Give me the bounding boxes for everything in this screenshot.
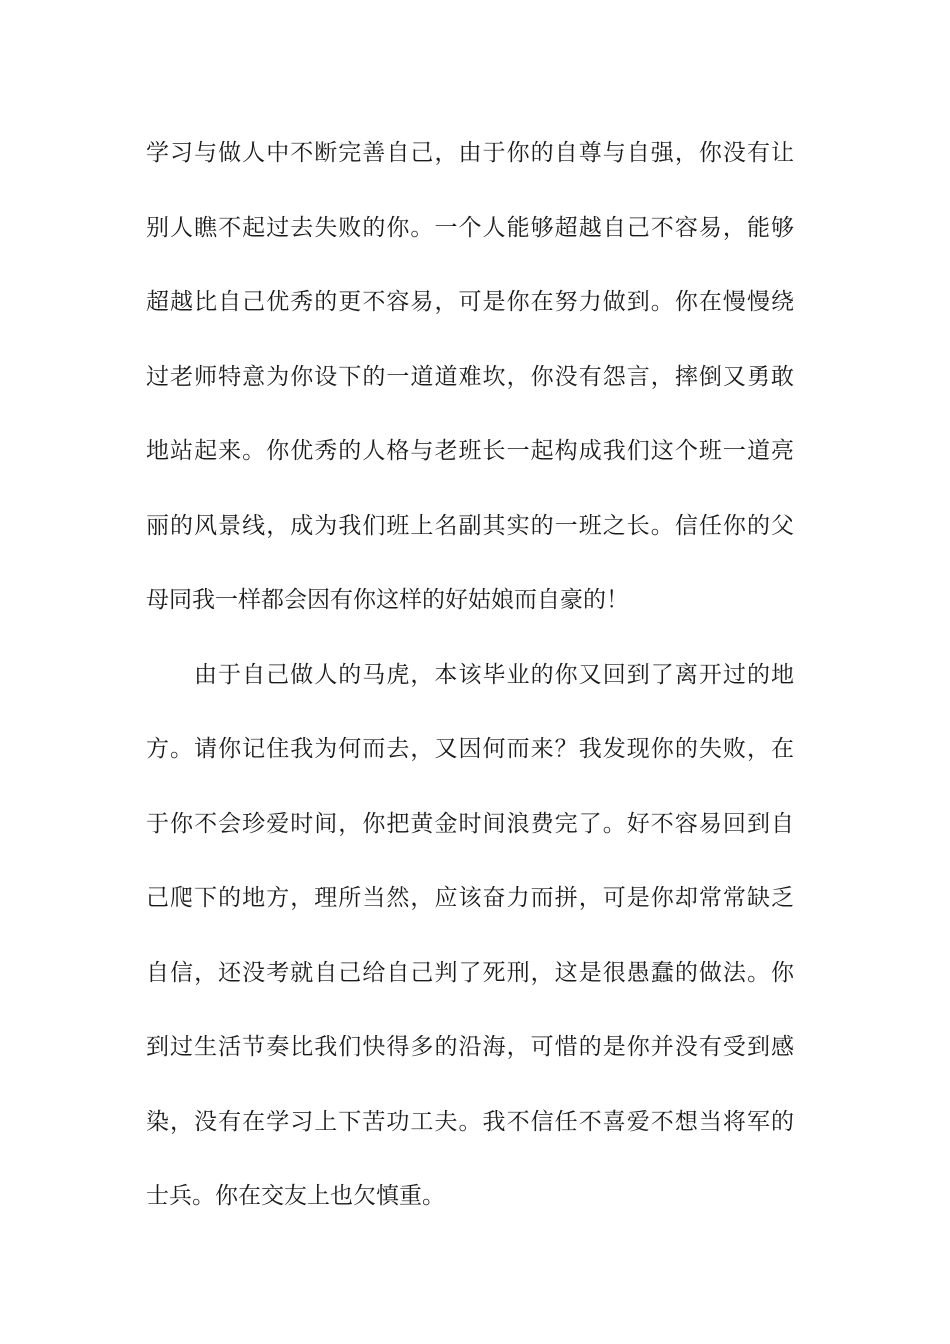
text-line: 到过生活节奏比我们快得多的沿海，可惜的是你并没有受到感 (146, 1034, 794, 1060)
paragraph-end-line: 士兵。你在交友上也欠慎重。 (146, 1183, 445, 1209)
text-line: 于你不会珍爱时间，你把黄金时间浪费完了。好不容易回到自 (146, 810, 794, 837)
paragraph-start-line: 由于自己做人的马虎，本该毕业的你又回到了离开过的地 (194, 661, 794, 688)
text-line: 超越比自己优秀的更不容易，可是你在努力做到。你在慢慢绕 (146, 289, 794, 315)
text-line: 己爬下的地方，理所当然，应该奋力而拼，可是你却常常缺乏 (146, 885, 794, 911)
text-line: 丽的风景线，成为我们班上名副其实的一班之长。信任你的父 (146, 512, 794, 539)
text-line: 方。请你记住我为何而去，又因何而来？我发现你的失败，在 (146, 736, 794, 762)
text-line: 过老师特意为你设下的一道道难坎，你没有怨言，摔倒又勇敢 (146, 363, 794, 390)
text-line: 别人瞧不起过去失败的你。一个人能够超越自己不容易，能够 (146, 214, 794, 241)
text-line: 自信，还没考就自己给自己判了死刑，这是很愚蠢的做法。你 (146, 959, 794, 986)
text-line: 染，没有在学习上下苦功工夫。我不信任不喜爱不想当将军的 (146, 1108, 794, 1135)
text-line: 学习与做人中不断完善自己，由于你的自尊与自强，你没有让 (146, 140, 794, 166)
text-line: 地站起来。你优秀的人格与老班长一起构成我们这个班一道亮 (146, 438, 794, 464)
paragraph-end-line: 母同我一样都会因有你这样的好姑娘而自豪的！ (146, 587, 629, 613)
document-body (146, 116, 794, 1234)
